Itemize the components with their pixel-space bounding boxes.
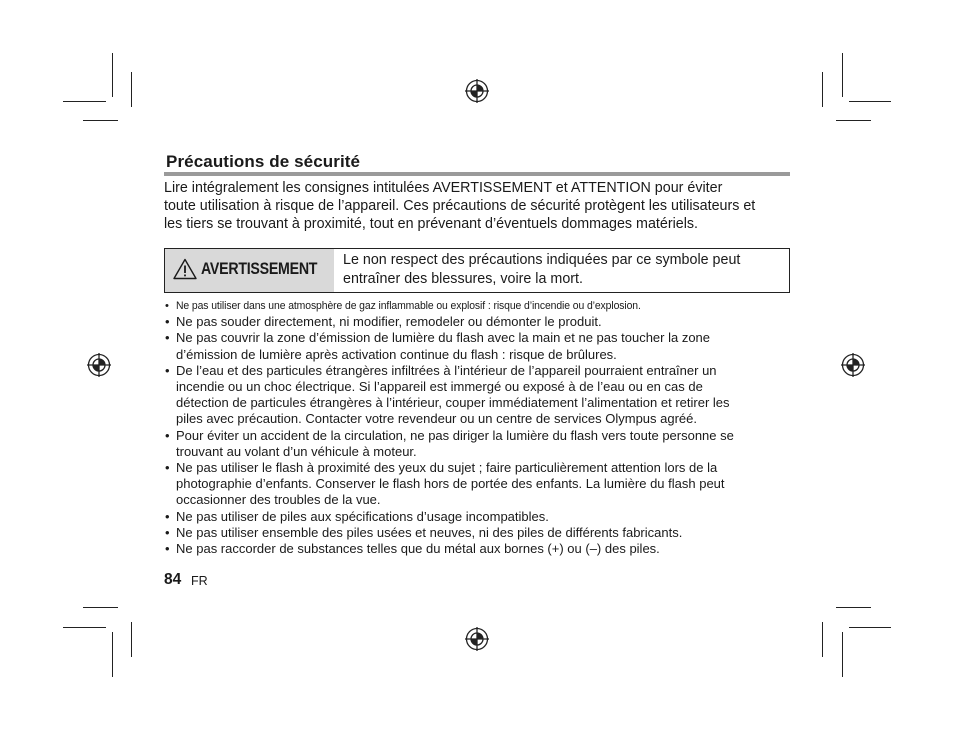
section-title: Précautions de sécurité <box>166 152 361 171</box>
crop-mark <box>83 607 118 608</box>
crop-mark <box>63 101 106 102</box>
warning-text <box>343 251 783 289</box>
list-item-line: Ne pas raccorder de substances telles que du métal aux bornes (+) ou (–) des piles. <box>176 541 660 557</box>
crop-mark <box>822 72 823 107</box>
crop-mark <box>112 632 113 677</box>
list-item-line: piles avec précaution. Contacter votre revendeur ou un centre de services Olympus agréé. <box>176 411 697 427</box>
list-item <box>164 298 794 314</box>
list-item-line: Ne pas couvrir la zone d’émission de lumière du flash avec la main et ne pas toucher la zone <box>176 330 711 346</box>
warning-triangle-icon <box>173 258 197 280</box>
intro-paragraph <box>164 179 794 233</box>
bullet-mark: • <box>165 427 170 443</box>
bullet-mark: • <box>165 314 170 330</box>
list-item <box>164 541 794 557</box>
registration-target-icon <box>841 353 865 377</box>
list-item <box>164 428 794 460</box>
list-item-line: Ne pas utiliser dans une atmosphère de gaz inflammable ou explosif : risque d’incendie ou d’explosion. <box>176 300 641 312</box>
list-item <box>164 460 794 509</box>
list-item-line: détection de particules étrangères à l’intérieur, couper immédiatement l’alimentation et retirer les <box>176 395 730 411</box>
crop-mark <box>836 120 871 121</box>
bullet-mark: • <box>165 541 170 557</box>
registration-target-icon <box>465 79 489 103</box>
crop-mark <box>836 607 871 608</box>
warning-text-line: entraîner des blessures, voire la mort. <box>343 271 583 287</box>
bullet-mark: • <box>165 362 170 378</box>
list-item-line: occasionner des troubles de la vue. <box>176 492 381 508</box>
crop-mark <box>83 120 118 121</box>
list-item-line: Pour éviter un accident de la circulation, ne pas diriger la lumière du flash vers toute personne se <box>176 427 734 443</box>
bullet-mark: • <box>165 300 169 312</box>
list-item-line: Ne pas utiliser ensemble des piles usées et neuves, ni des piles de différents fabricants. <box>176 524 683 540</box>
list-item <box>164 525 794 541</box>
bullet-mark: • <box>165 508 170 524</box>
list-item <box>164 363 794 428</box>
heading-rule <box>164 172 790 176</box>
crop-mark <box>131 72 132 107</box>
warning-label-cell <box>165 249 334 292</box>
precautions-list <box>164 298 794 557</box>
crop-mark <box>112 53 113 97</box>
intro-line: les tiers se trouvant à proximité, tout en prévenant d’éventuels dommages matériels. <box>164 216 699 232</box>
list-item <box>164 330 794 362</box>
crop-mark <box>842 53 843 97</box>
crop-mark <box>849 627 891 628</box>
list-item-line: De l’eau et des particules étrangères infiltrées à l’intérieur de l’appareil pourraient entraîner un <box>176 362 717 378</box>
crop-mark <box>822 622 823 657</box>
list-item-line: d’émission de lumière après activation continue du flash : risque de brûlures. <box>176 346 617 362</box>
list-item-line: Ne pas souder directement, ni modifier, remodeler ou démonter le produit. <box>176 314 602 330</box>
crop-mark <box>842 632 843 677</box>
list-item-line: incendie ou un choc électrique. Si l’appareil est immergé ou exposé à de l’eau ou en cas de <box>176 379 703 395</box>
registration-target-icon <box>465 627 489 651</box>
page-number: 84 <box>164 571 182 588</box>
warning-text-line: Le non respect des précautions indiquées par ce symbole peut <box>343 252 741 268</box>
list-item-line: Ne pas utiliser le flash à proximité des yeux du sujet ; faire particulièrement attention lors de la <box>176 460 718 476</box>
intro-line: toute utilisation à risque de l’appareil. Ces précautions de sécurité protègent les utilisateurs et <box>164 198 756 214</box>
list-item-line: trouvant au volant d’un véhicule à moteur. <box>176 443 417 459</box>
warning-label: AVERTISSEMENT <box>201 260 318 278</box>
bullet-mark: • <box>165 524 170 540</box>
list-item <box>164 509 794 525</box>
crop-mark <box>131 622 132 657</box>
list-item-line: photographie d’enfants. Conserver le flash hors de portée des enfants. La lumière du flash peut <box>176 476 725 492</box>
warning-box <box>164 248 790 293</box>
bullet-mark: • <box>165 460 170 476</box>
crop-mark <box>63 627 106 628</box>
list-item <box>164 314 794 330</box>
bullet-mark: • <box>165 330 170 346</box>
intro-line: Lire intégralement les consignes intitulées AVERTISSEMENT et ATTENTION pour éviter <box>164 180 723 196</box>
list-item-line: Ne pas utiliser de piles aux spécifications d’usage incompatibles. <box>176 508 549 524</box>
language-code: FR <box>191 574 208 588</box>
registration-target-icon <box>87 353 111 377</box>
crop-mark <box>849 101 891 102</box>
